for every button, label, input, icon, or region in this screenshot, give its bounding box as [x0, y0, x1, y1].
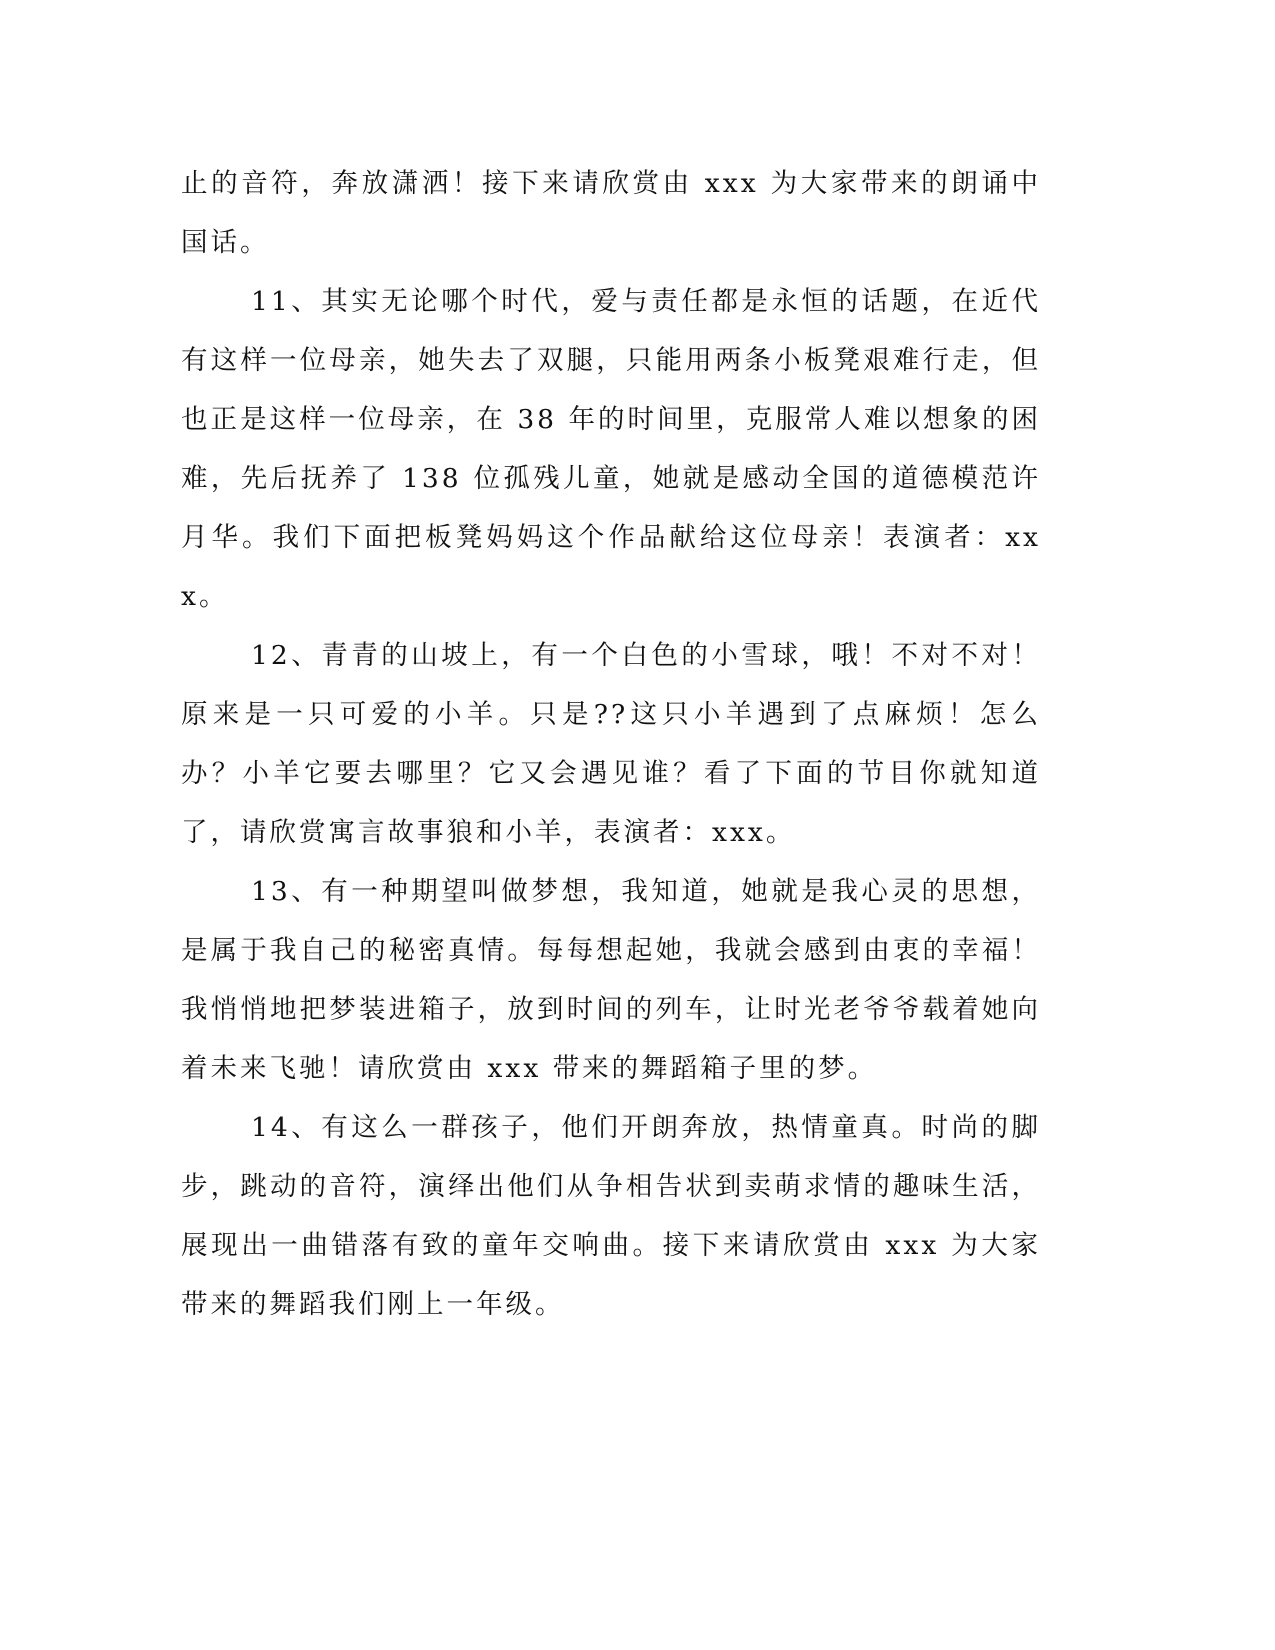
paragraph-item-12: 12、青青的山坡上，有一个白色的小雪球，哦！不对不对！原来是一只可爱的小羊。只是??这只小羊遇到了点麻烦！怎么办？小羊它要去哪里？它又会遇见谁？看了下面的节目你就知道了，请欣赏寓言故事狼和小羊，表演者：xxx。 [181, 640, 1041, 848]
document-body [181, 154, 1041, 1334]
paragraph-item-14: 14、有这么一群孩子，他们开朗奔放，热情童真。时尚的脚步，跳动的音符，演绎出他们从争相告状到卖萌求情的趣味生活，展现出一曲错落有致的童年交响曲。接下来请欣赏由 xxx 为大家带来的舞蹈我们刚上一年级。 [181, 1112, 1041, 1320]
paragraph-item-13: 13、有一种期望叫做梦想，我知道，她就是我心灵的思想，是属于我自己的秘密真情。每每想起她，我就会感到由衷的幸福！我悄悄地把梦装进箱子，放到时间的列车，让时光老爷爷载着她向着未来飞驰！请欣赏由 xxx 带来的舞蹈箱子里的梦。 [181, 876, 1041, 1084]
paragraph-item-11: 11、其实无论哪个时代，爱与责任都是永恒的话题，在近代有这样一位母亲，她失去了双腿，只能用两条小板凳艰难行走，但也正是这样一位母亲，在 38 年的时间里，克服常人难以想象的困难，先后抚养了 138 位孤残儿童，她就是感动全国的道德模范许月华。我们下面把板凳妈妈这个作品献给这位母亲！表演者：xxx。 [181, 286, 1041, 612]
paragraph-continuation: 止的音符，奔放潇洒！接下来请欣赏由 xxx 为大家带来的朗诵中国话。 [181, 168, 1041, 258]
